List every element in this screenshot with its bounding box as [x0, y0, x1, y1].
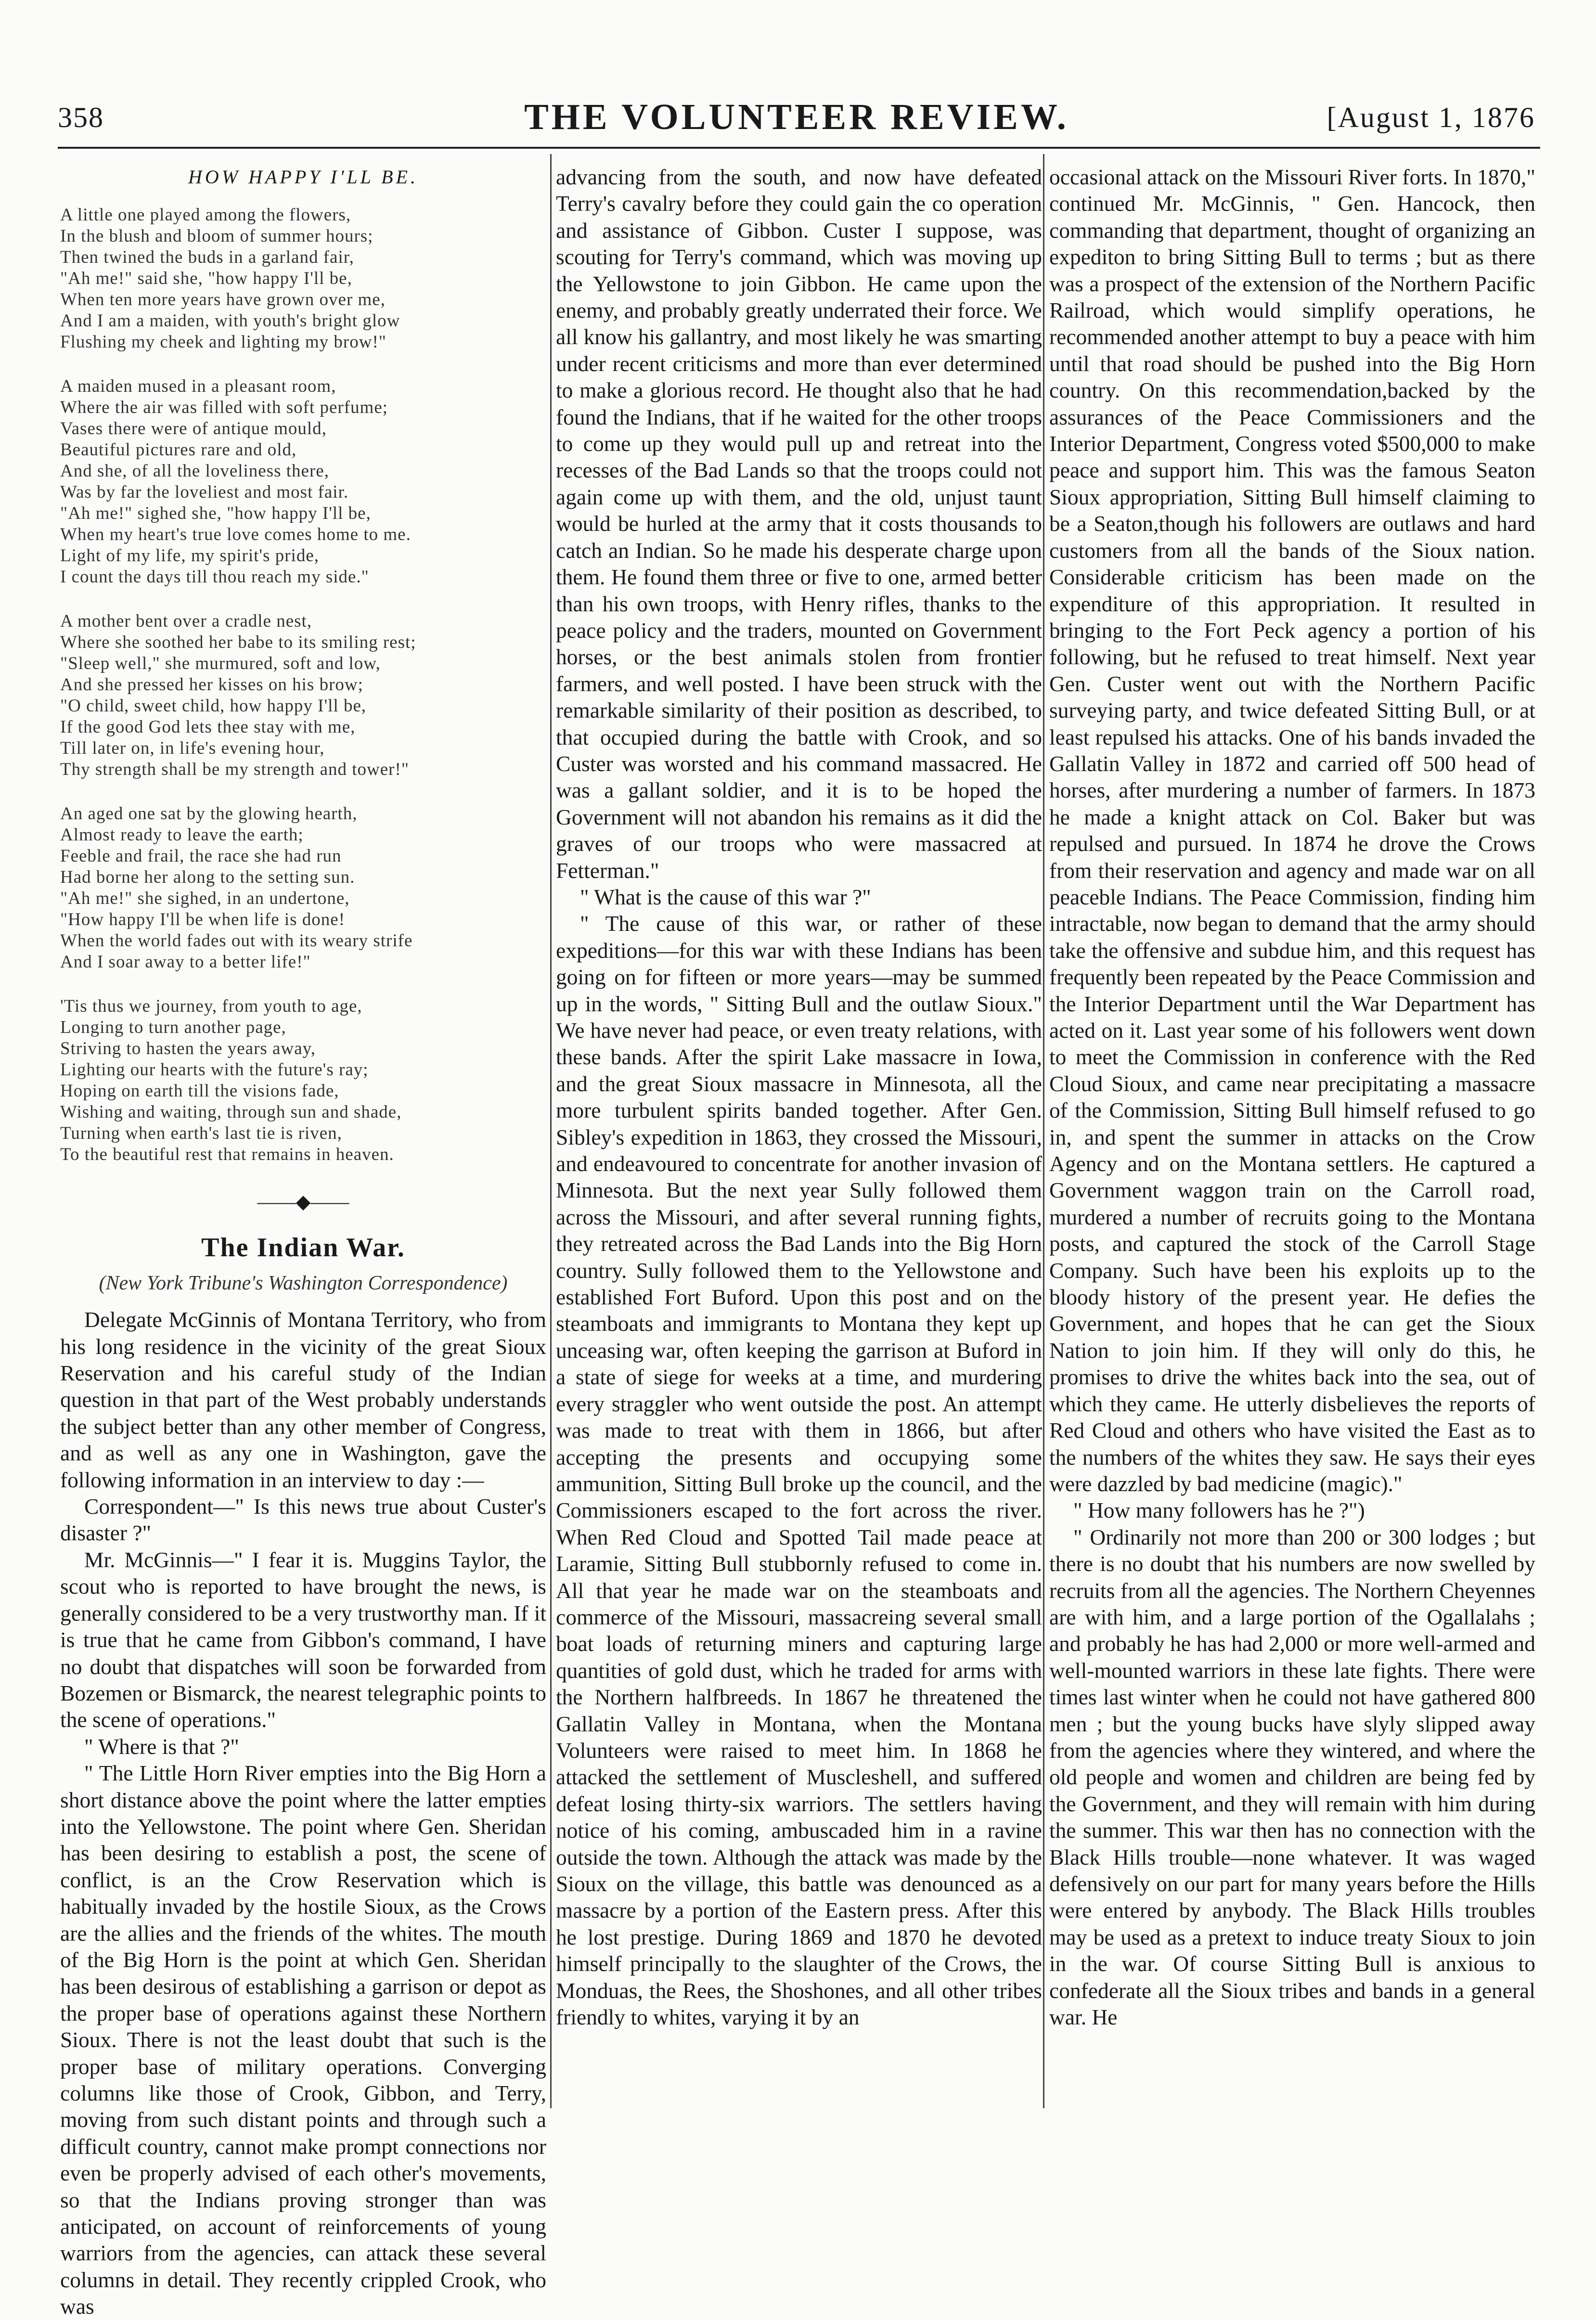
poem-line: To the beautiful rest that remains in heaven.	[60, 1145, 394, 1165]
header-rule	[58, 147, 1540, 149]
article-paragraph: " Where is that ?"	[84, 1734, 239, 1759]
article-paragraph: " The cause of this war, or rather of these expeditions—for this war with these Indians has been going on for fifteen or more years—may be summed up in the words, " Sitting Bull and the outlaw Sioux." We have never had peace, or even treaty relations, with these bands. After the spirit Lake massacre in Iowa, and the great Sioux massacre in Minnesota, all the more turbulent spirits banded together. After Gen. Sibley's expedition in 1863, they crossed the Missouri, and endeavoured to concentrate for another invasion of Minnesota. But the next year Sully followed them across the Missouri, and after several running fights, they retreated across the Bad Lands into the Big Horn country. Sully followed them to the Yellowstone and established Fort Buford. Upon this post and on the steamboats and immigrants to Montana they kept up unceasing war, often keeping the garrison at Buford in a state of siege for weeks at a time, and murdering every straggler who went outside the post. An attempt was made to treat with them in 1866, but after accepting the presents and occupying some ammunition, Sitting Bull broke up the council, and the Commissioners escaped to the fort across the river. When Red Cloud and Spotted Tail made peace at Laramie, Sitting Bull stubbornly refused to come in. All that year he made war on the steamboats and commerce of the Missouri, massacreing several small boat loads of returning miners and capturing large quantities of gold dust, which he traded for arms with the Northern halfbreeds. In 1867 he threatened the Gallatin Valley in Montana, when the Montana Volunteers were raised to meet him. In 1868 he attacked the settlement of Muscleshell, and suffered defeat losing thirty-six warriors. The settlers having notice of his coming, ambuscaded him in a ravine outside the town. Although the attack was made by the Sioux on the village, this battle was denounced as a massacre by a portion of the Eastern press. After this he lost prestige. During 1869 and 1870 he devoted himself principally to the slaughter of the Crows, the Monduas, the Rees, the Shoshones, and all other tribes friendly to whites, varying it by an	[556, 911, 1042, 2030]
poem-title: HOW HAPPY I'LL BE.	[188, 166, 419, 188]
column-1	[60, 164, 546, 2319]
poem-line: Flushing my cheek and lighting my brow!"	[60, 332, 386, 352]
article-paragraph: " Ordinarily not more than 200 or 300 lodges ; but there is no doubt that his numbers are now swelled by recruits from all the agencies. The Northern Cheyennes are with him, and a large portion of the Ogallalahs ; and probably he has had 2,000 or more well-armed and well-mounted warriors in these late fights. There were times last winter when he could not have gathered 800 men ; but the young bucks have slyly slipped away from the agencies where they wintered, and where the old people and women and children are being fed by the Government, and they will remain with him during the summer. This war then has no connection with the Black Hills trouble—none whatever. It was waged defensively on our part for many years before the Hills were entered by anybody. The Black Hills troubles may be used as a pretext to induce treaty Sioux to join in the war. Of course Sitting Bull is anxious to confederate all the Sioux tribes and bands in a general war. He	[1049, 1524, 1535, 2030]
poem-line: Thy strength shall be my strength and tower!"	[60, 760, 409, 780]
article-paragraph: advancing from the south, and now have defeated Terry's cavalry before they could gain the co operation and assistance of Gibbon. Custer I suppose, was scouting for Terry's command, which was moving up the Yellowstone to join Gibbon. He came upon the enemy, and probably greatly underrated their force. We all know his gallantry, and most likely he was smarting under recent criticisms and more than ever determined to make a glorious record. He thought also that he had found the Indians, that if he waited for the other troops to come up they would pull up and retreat into the recesses of the Bad Lands so that the troops could not again come up with them, and the old, unjust taunt would be hurled at the army that it costs thousands to catch an Indian. So he made his desperate charge upon them. He found them three or five to one, armed better than his own troops, with Henry rifles, thanks to the peace policy and the traders, mounted on Government horses, or the best animals stolen from frontier farmers, and well posted. I have been struck with the remarkable similarity of their position as described, to that occupied during the battle with Crook, and so Custer was worsted and his command massacred. He was a gallant soldier, and it is to be hoped the Government will not abandon his remains as it did the graves of our troops who were massacred at Fetterman."	[556, 165, 1042, 883]
poem-line: "O child, sweet child, how happy I'll be,	[60, 696, 367, 716]
page-header	[58, 96, 1535, 149]
poem-line: An aged one sat by the glowing hearth,	[60, 804, 358, 824]
poem-line: Feeble and frail, the race she had run	[60, 846, 342, 866]
poem-stanza	[60, 376, 546, 588]
poem-line: Longing to turn another page,	[60, 1018, 286, 1038]
poem-line: Was by far the loveliest and most fair.	[60, 482, 349, 503]
poem-line: Light of my life, my spirit's pride,	[60, 546, 319, 566]
article-paragraph: Mr. McGinnis—" I fear it is. Muggins Taylor, the scout who is reported to have brought the news, is generally considered to be a very trustworthy man. If it is true that he came from Gibbon's command, I have no doubt that dispatches will soon be forwarded from Bozemen or Bismarck, the nearest telegraphic points to the scene of operations."	[60, 1547, 546, 1732]
poem-stanza	[60, 803, 546, 973]
poem-stanza	[60, 205, 546, 353]
poem-body	[60, 205, 546, 1165]
poem-line: I count the days till thou reach my side."	[60, 567, 369, 587]
poem-line: Till later on, in life's evening hour,	[60, 738, 325, 759]
column-2-text	[556, 164, 1042, 2030]
poem-line: A little one played among the flowers,	[60, 205, 351, 225]
poem-stanza	[60, 996, 546, 1165]
poem-line: Lighting our hearts with the future's ray;	[60, 1060, 369, 1080]
poem-line: Hoping on earth till the visions fade,	[60, 1081, 339, 1101]
poem-line: Then twined the buds in a garland fair,	[60, 247, 354, 268]
column-1-text	[60, 1306, 546, 2320]
poem-line: A mother bent over a cradle nest,	[60, 611, 312, 632]
poem-line: "Ah me!" she sighed, in an undertone,	[60, 889, 350, 909]
article-paragraph: " What is the cause of this war ?"	[580, 884, 871, 909]
poem-line: When ten more years have grown over me,	[60, 290, 386, 310]
poem-line: And I soar away to a better life!"	[60, 952, 311, 972]
column-divider	[1043, 154, 1044, 2108]
article-paragraph: " The Little Horn River empties into the Big Horn a short distance above the point where the latter empties into the Yellowstone. The point where Gen. Sheridan has been desiring to establish a post, the scene of conflict, is an the Crow Reservation which is habitually invaded by the hostile Sioux, as the Crows are the allies and the friends of the whites. The mouth of the Big Horn is the point at which Gen. Sheridan has been desirous of establishing a garrison or depot as the proper base of operations against these Northern Sioux. There is not the least doubt that such is the proper base of military operations. Converging columns like those of Crook, Gibbon, and Terry, moving from such distant points and through such a difficult country, cannot make prompt connections nor even be properly advised of each other's movements, so that the Indians proving stronger than was anticipated, on account of reinforcements of young warriors from the agencies, can attack these several columns in detail. They recently crippled Crook, who was	[60, 1761, 546, 2319]
poem-line: When my heart's true love comes home to me.	[60, 525, 411, 545]
poem-line: Wishing and waiting, through sun and shade,	[60, 1102, 402, 1122]
poem-line: When the world fades out with its weary strife	[60, 931, 413, 951]
poem-line: "Ah me!" said she, "how happy I'll be,	[60, 269, 352, 289]
issue-date: [August 1, 1876	[1326, 102, 1535, 133]
page-number: 358	[58, 102, 104, 133]
column-divider	[550, 154, 552, 2108]
poem-line: A maiden mused in a pleasant room,	[60, 376, 336, 397]
poem-line: And she, of all the loveliness there,	[60, 461, 329, 481]
poem-line: And she pressed her kisses on his brow;	[60, 675, 363, 695]
poem-line: Had borne her along to the setting sun.	[60, 867, 355, 888]
poem-line: Where she soothed her babe to its smiling rest;	[60, 632, 416, 653]
poem-line: "Ah me!" sighed she, "how happy I'll be,	[60, 503, 371, 524]
column-2	[556, 164, 1042, 2113]
column-3	[1049, 164, 1535, 2113]
article-paragraph: Delegate McGinnis of Montana Territory, who from his long residence in the vicinity of the great Sioux Reservation and his careful study of the Indian question in that part of the West probably understands the subject better than any other member of Congress, and as well as any one in Washington, gave the following information in an interview to day :—	[60, 1307, 546, 1492]
column-3-text	[1049, 164, 1535, 2030]
poem-line: "How happy I'll be when life is done!	[60, 910, 346, 930]
poem-stanza	[60, 611, 546, 780]
poem-line: And I am a maiden, with youth's bright glow	[60, 311, 400, 331]
poem-line: In the blush and bloom of summer hours;	[60, 226, 373, 246]
article-subtitle: (New York Tribune's Washington Correspondence)	[99, 1272, 508, 1295]
section-ornament: ——◆——	[257, 1191, 349, 1213]
poem-line: If the good God lets thee stay with me,	[60, 717, 356, 737]
article-title: The Indian War.	[201, 1232, 405, 1263]
masthead-title: THE VOLUNTEER REVIEW.	[524, 97, 1069, 137]
poem-line: Almost ready to leave the earth;	[60, 825, 304, 845]
poem-line: 'Tis thus we journey, from youth to age,	[60, 996, 362, 1017]
poem-line: Beautiful pictures rare and old,	[60, 440, 297, 460]
poem-line: Where the air was filled with soft perfume;	[60, 398, 388, 418]
poem-line: Turning when earth's last tie is riven,	[60, 1123, 342, 1144]
article-paragraph: " How many followers has he ?")	[1073, 1498, 1365, 1523]
article-paragraph: Correspondent—" Is this news true about Custer's disaster ?"	[60, 1494, 546, 1546]
poem-line: "Sleep well," she murmured, soft and low,	[60, 654, 381, 674]
poem-line: Vases there were of antique mould,	[60, 419, 327, 439]
poem-line: Striving to hasten the years away,	[60, 1039, 316, 1059]
article-paragraph: occasional attack on the Missouri River forts. In 1870," continued Mr. McGinnis, " Gen. Hancock, then commanding that department, thought of organizing an expediton to bring Sitting Bull to terms ; but as there was a prospect of the extension of the Northern Pacific Railroad, which would simplify operations, he recommended another attempt to buy a peace with him until that road should be pushed into the Big Horn country. On this recommendation,backed by the assurances of the Peace Commissioners and the Interior Department, Congress voted $500,000 to make peace and support him. This was the famous Seaton Sioux appropriation, Sitting Bull himself claiming to be a Seaton,though his followers are outlaws and hard customers from all the bands of the Sioux nation. Considerable criticism has been made on the expenditure of this appropriation. It resulted in bringing to the Fort Peck agency a portion of his following, but he refused to treat himself. Next year Gen. Custer went out with the Northern Pacific surveying party, and twice defeated Sitting Bull, or at least repulsed his attacks. One of his bands invaded the Gallatin Valley in 1872 and carried off 500 head of horses, after murdering a number of farmers. In 1873 he made a knight attack on Col. Baker but was repulsed and pursued. In 1874 he drove the Crows from their reservation and agency and made war on all peaceble Indians. The Peace Commission, finding him intractable, now began to demand that the army should take the offensive and subdue him, and this request has frequently been repeated by the Peace Commission and the Interior Department until the War Department has acted on it. Last year some of his followers went down to meet the Commission in conference with the Red Cloud Sioux, and came near precipitating a massacre of the Commission, Sitting Bull himself refused to go in, and spent the summer in attacks on the Crow Agency and on the Montana settlers. He captured a Government waggon train on the Carroll road, murdered a number of recruits going to the Montana posts, and captured the stock of the Carroll Stage Company. Such have been his exploits up to the bloody history of the present year. He defies the Government, and hopes that he can get the Sioux Nation to join him. If they will only do this, he promises to drive the whites back into the sea, out of which they came. He utterly disbelieves the reports of Red Cloud and others who have visited the East as to the numbers of the whites they saw. He says their eyes were dazzled by bad medicine (magic)."	[1049, 165, 1535, 1496]
